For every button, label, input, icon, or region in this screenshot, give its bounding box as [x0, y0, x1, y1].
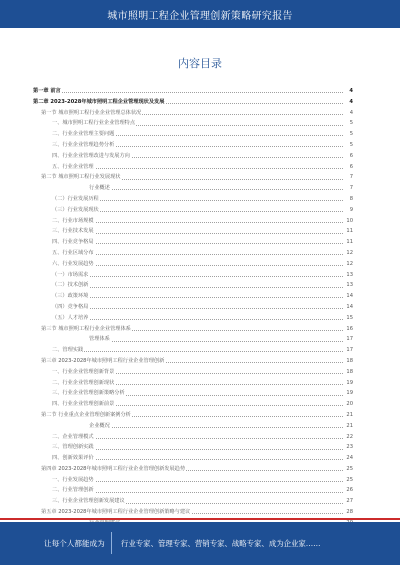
toc-entry-page: 17: [344, 345, 353, 356]
toc-leader-dots: [52, 265, 343, 266]
toc-entry-page: 27: [344, 496, 353, 507]
toc-entry-page: 13: [344, 270, 353, 281]
toc-entry[interactable]: [33, 399, 353, 410]
toc-leader-dots: [33, 92, 343, 93]
toc-entry-page: 26: [344, 485, 353, 496]
toc-entry[interactable]: [33, 302, 353, 313]
toc-entry-label: 第四章 2023-2028年城市照明工程行业企业管理创新发展趋势: [41, 464, 186, 475]
toc-entry[interactable]: [33, 108, 353, 119]
toc-entry[interactable]: [33, 388, 353, 399]
toc-entry-label: 第三章 2023-2028年城市照明工程行业企业管理创新: [41, 356, 165, 367]
toc-leader-dots: [52, 459, 343, 460]
footer-accent-line: [0, 518, 400, 520]
report-title: 城市照明工程企业管理创新策略研究报告: [107, 11, 293, 22]
toc-entry[interactable]: [33, 432, 353, 443]
toc-entry[interactable]: [33, 194, 353, 205]
toc-entry-page: 4: [344, 86, 353, 97]
footer-divider: [111, 532, 112, 554]
toc-leader-dots: [89, 341, 343, 342]
toc-leader-dots: [52, 319, 343, 320]
toc-entry[interactable]: [33, 496, 353, 507]
toc-entry-page: 16: [344, 324, 353, 335]
toc-entry[interactable]: [33, 216, 353, 227]
toc-leader-dots: [52, 297, 343, 298]
toc-entry-page: 4: [344, 108, 353, 119]
toc-entry[interactable]: [33, 345, 353, 356]
toc-entry[interactable]: [33, 205, 353, 216]
toc-entry[interactable]: [33, 226, 353, 237]
toc-entry-label: 第二节 城市照明工程行业发展现状: [41, 172, 121, 183]
toc-entry-label: 四、行业企业管理改进与发展方向: [52, 151, 131, 162]
toc-entry-page: 25: [344, 464, 353, 475]
toc-leader-dots: [52, 308, 343, 309]
toc-entry[interactable]: [33, 86, 353, 97]
toc-leader-dots: [52, 233, 343, 234]
toc-entry-label: 二、管理实践: [52, 345, 84, 356]
toc-entry-page: 5: [344, 129, 353, 140]
toc-entry-page: 14: [344, 291, 353, 302]
toc-entry-page: 10: [344, 216, 353, 227]
toc-leader-dots: [52, 449, 343, 450]
toc-entry-label: 行业概述: [89, 183, 111, 194]
toc-entry-label: 五、行业区域分布: [52, 248, 95, 259]
toc-entry[interactable]: [33, 280, 353, 291]
toc-entry[interactable]: [33, 410, 353, 421]
toc-entry-label: 二、行业企业管理主要问题: [52, 129, 115, 140]
toc-entry-page: 9: [344, 205, 353, 216]
toc-entry[interactable]: [33, 151, 353, 162]
footer-slogan: 让每个人都能成为: [44, 539, 105, 548]
page-footer: [0, 522, 400, 565]
toc-entry-label: （三）行业发展现状: [52, 205, 100, 216]
toc-entry-label: 第二节 行业重点企业管理创新案例分析: [41, 410, 132, 421]
toc-leader-dots: [52, 276, 343, 277]
footer-experts: 行业专家、管理专家、营销专家、战略专家、成为企业家……: [121, 539, 321, 548]
toc-entry-page: 19: [344, 388, 353, 399]
toc-entry-label: 一、行业企业管理创新背景: [52, 367, 115, 378]
toc-entry-page: 13: [344, 280, 353, 291]
toc-entry-page: 7: [344, 172, 353, 183]
toc-entry[interactable]: [33, 367, 353, 378]
toc-entry-label: 四、行业竞争格局: [52, 237, 95, 248]
toc-entry[interactable]: [33, 334, 353, 345]
toc-entry[interactable]: [33, 129, 353, 140]
toc-entry-label: 二、行业管理创新: [52, 485, 95, 496]
toc-leader-dots: [52, 438, 343, 439]
toc-entry[interactable]: [33, 291, 353, 302]
toc-entry[interactable]: [33, 485, 353, 496]
toc-entry[interactable]: [33, 172, 353, 183]
toc-entry-label: 二、行业企业管理创新现状: [52, 378, 115, 389]
toc-leader-dots: [52, 168, 343, 169]
toc-entry-page: 6: [344, 162, 353, 173]
toc-entry[interactable]: [33, 464, 353, 475]
toc-entry[interactable]: [33, 97, 353, 108]
toc-entry-page: 22: [344, 432, 353, 443]
toc-entry[interactable]: [33, 324, 353, 335]
toc-entry-label: （三）政策环境: [52, 291, 89, 302]
toc-entry[interactable]: [33, 183, 353, 194]
toc-entry-label: （二）行业发展历程: [52, 194, 100, 205]
toc-entry-label: 管理体系: [89, 334, 111, 345]
toc-entry-page: 18: [344, 367, 353, 378]
toc-entry[interactable]: [33, 118, 353, 129]
toc-leader-dots: [52, 287, 343, 288]
toc-leader-dots: [89, 427, 343, 428]
toc-entry[interactable]: [33, 453, 353, 464]
toc-entry-page: 8: [344, 194, 353, 205]
toc-leader-dots: [52, 492, 343, 493]
toc-entry-label: 三、行业技术发展: [52, 226, 95, 237]
toc-entry-label: 三、行业企业管理创新策略分析: [52, 388, 126, 399]
toc-entry-page: 11: [344, 237, 353, 248]
toc-leader-dots: [89, 189, 343, 190]
toc-leader-dots: [52, 481, 343, 482]
toc-entry-label: 四、行业企业管理创新前景: [52, 399, 115, 410]
toc-entry-label: 一、行业发展趋势: [52, 475, 95, 486]
toc-entry-page: 11: [344, 226, 353, 237]
table-of-contents: [33, 86, 353, 539]
toc-entry-page: 20: [344, 399, 353, 410]
toc-entry-label: 三、管理创新实践: [52, 442, 95, 453]
toc-entry-page: 12: [344, 248, 353, 259]
toc-entry-page: 23: [344, 442, 353, 453]
toc-entry-page: 6: [344, 151, 353, 162]
toc-entry[interactable]: [33, 248, 353, 259]
toc-entry-label: 三、行业企业管理创新发展建议: [52, 496, 126, 507]
toc-entry-label: 三、行业企业管理趋势分析: [52, 140, 115, 151]
toc-entry-label: 六、行业发展趋势: [52, 259, 95, 270]
toc-entry-label: （二）技术创新: [52, 280, 89, 291]
toc-entry[interactable]: [33, 475, 353, 486]
toc-entry[interactable]: [33, 378, 353, 389]
toc-entry-page: 19: [344, 378, 353, 389]
toc-entry-label: 四、创新效果评价: [52, 453, 95, 464]
toc-entry-label: 二、企业管理模式: [52, 432, 95, 443]
toc-entry[interactable]: [33, 507, 353, 518]
toc-entry-page: 25: [344, 475, 353, 486]
toc-entry-page: 21: [344, 410, 353, 421]
toc-entry-label: 第一章 前言: [33, 86, 62, 97]
toc-entry-label: 第二章 2023-2028年城市照明工程企业管理现状及发展: [33, 97, 165, 108]
toc-entry-page: 7: [344, 183, 353, 194]
toc-entry-page: 4: [344, 97, 353, 108]
toc-entry-page: 5: [344, 118, 353, 129]
toc-entry[interactable]: [33, 259, 353, 270]
toc-leader-dots: [52, 243, 343, 244]
toc-entry-page: 5: [344, 140, 353, 151]
toc-entry-page: 14: [344, 302, 353, 313]
toc-leader-dots: [52, 351, 343, 352]
toc-entry[interactable]: [33, 313, 353, 324]
toc-entry-page: 28: [344, 507, 353, 518]
toc-leader-dots: [52, 222, 343, 223]
toc-entry[interactable]: [33, 270, 353, 281]
toc-entry-page: 15: [344, 313, 353, 324]
toc-entry[interactable]: [33, 140, 353, 151]
toc-entry-label: （五）人才培养: [52, 313, 89, 324]
toc-entry-label: 第三节 城市照明工程行业企业管理体系: [41, 324, 132, 335]
toc-entry-label: （一）市场需求: [52, 270, 89, 281]
toc-entry-label: 第五章 2023-2028年城市照明工程行业企业管理创新策略与建议: [41, 507, 191, 518]
toc-entry-label: 五、行业企业管理: [52, 162, 95, 173]
toc-entry-page: 21: [344, 421, 353, 432]
toc-entry[interactable]: [33, 356, 353, 367]
toc-entry[interactable]: [33, 421, 353, 432]
toc-entry-page: 18: [344, 356, 353, 367]
toc-entry-label: （四）竞争格局: [52, 302, 89, 313]
toc-entry-label: 一、城市照明工程行业企业管理特点: [52, 118, 136, 129]
toc-entry-page: 24: [344, 453, 353, 464]
toc-entry[interactable]: [33, 442, 353, 453]
toc-heading: 内容目录: [178, 57, 222, 70]
page-header: [0, 0, 400, 28]
toc-leader-dots: [52, 254, 343, 255]
toc-entry[interactable]: [33, 237, 353, 248]
toc-entry-label: 第一节 城市照明工程行业企业管理总体状况: [41, 108, 142, 119]
toc-entry-page: 12: [344, 259, 353, 270]
toc-entry-page: 17: [344, 334, 353, 345]
toc-entry-label: 企业概况: [89, 421, 111, 432]
toc-entry[interactable]: [33, 162, 353, 173]
toc-entry-label: 二、行业市场规模: [52, 216, 95, 227]
